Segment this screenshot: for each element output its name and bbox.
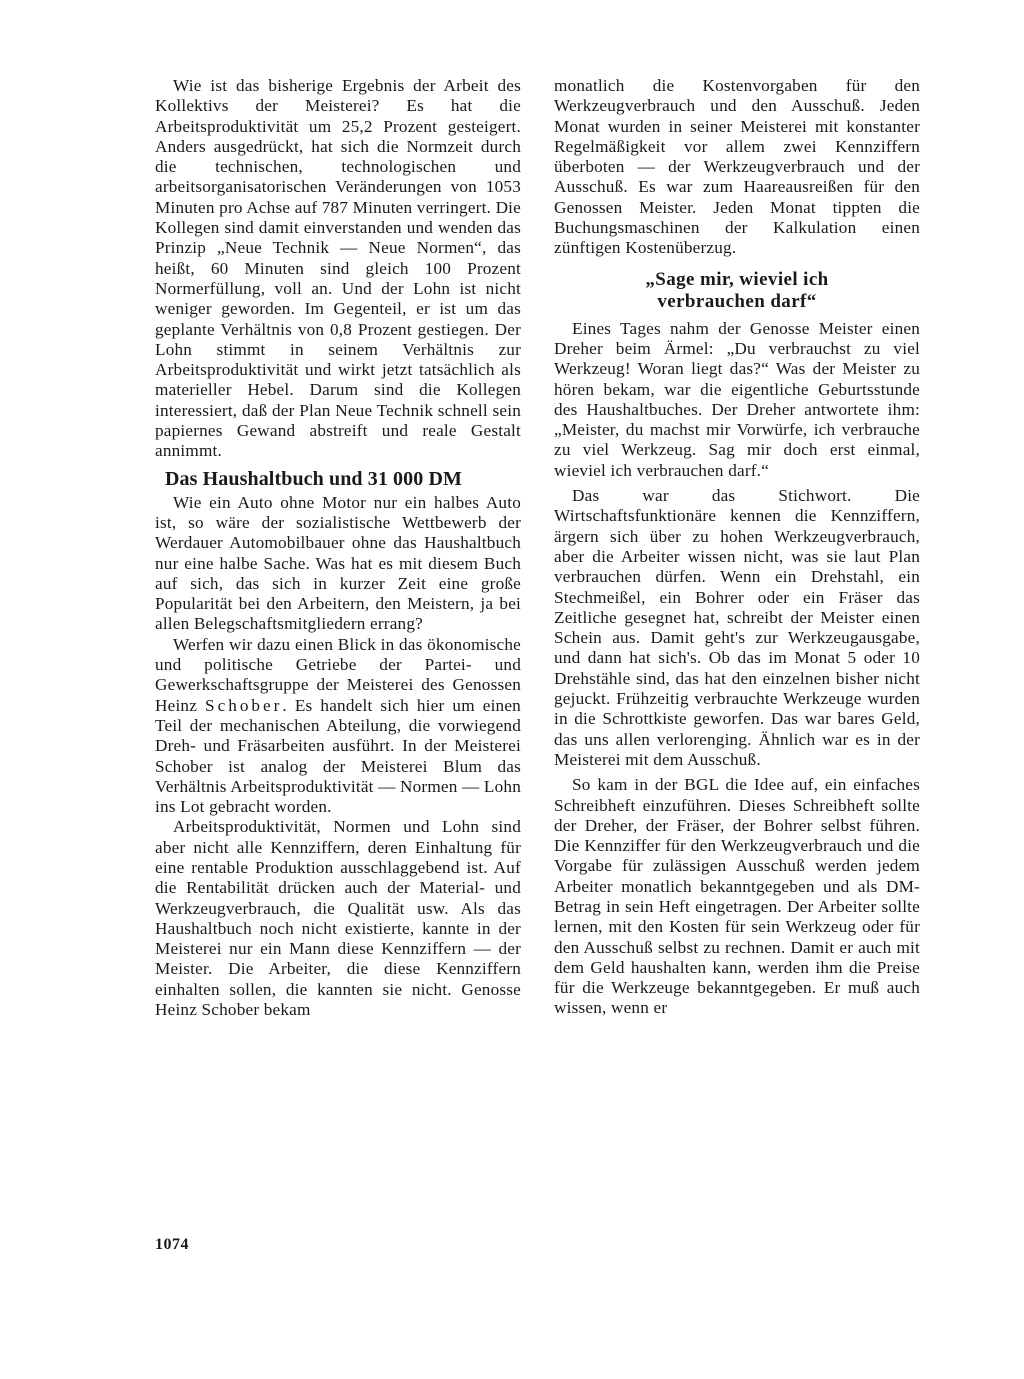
left-column	[155, 76, 521, 1020]
heading-line: „Sage mir, wieviel ich	[645, 268, 829, 290]
page-number: 1074	[155, 1236, 189, 1253]
right-column	[554, 76, 920, 1019]
spaced-name-schober: Schober	[205, 695, 283, 715]
paragraph-text: Werfen wir dazu einen Blick in das ökonomische und politische Getriebe der Partei- und Gewerkschaftsgruppe der Meisterei des Genossen Heinz	[155, 634, 521, 715]
section-heading-sage-mir	[554, 269, 920, 313]
paragraph-kostenvorgaben: monatlich die Kostenvorgaben für den Werkzeugverbrauch und den Ausschuß. Jeden Monat wurden in seiner Meisterei mit konstanter Regelmäßigkeit vor allem zwei Kennziffern überboten — der Werkzeugverbrauch und der Ausschuß. Es war zum Haareausreißen für den Genossen Meister. Jeden Monat tippten die Buchungsmaschinen der Kalkulation einen zünftigen Kostenüberzug.	[554, 76, 920, 258]
paragraph-dreher-aermel: Eines Tages nahm der Genosse Meister einen Dreher beim Ärmel: „Du verbrauchst zu viel Werkzeug! Woran liegt das?“ Was der Meister zu hören bekam, war die eigentliche Geburtsstunde des Haushaltbuches. Der Dreher antwortete ihm: „Meister, du machst mir Vorwürfe, ich verbrauche zu viel Werkzeug. Sag mir doch erst einmal, wieviel ich verbrauchen darf.“	[554, 318, 920, 480]
paragraph-auto-motor: Wie ein Auto ohne Motor nur ein halbes Auto ist, so wäre der sozialistische Wettbewerb der Werdauer Automobilbauer ohne das Haushaltbuch nur eine halbe Sache. Was hat es mit diesem Buch auf sich, das sich in kurzer Zeit eine große Popularität bei den Arbeitern, den Meistern, ja bei allen Belegschaftsmitgliedern errang?	[155, 492, 521, 634]
heading-line: verbrauchen darf“	[657, 290, 817, 312]
paragraph-schreibheft: So kam in der BGL die Idee auf, ein einfaches Schreibheft einzuführen. Dieses Schreibheft sollte der Dreher, der Fräser, der Bohrer selbst führen. Die Kennziffer für den Werkzeugverbrauch und die Vorgabe für zulässigen Ausschuß werden jedem Arbeiter monatlich bekanntgegeben und als DM-Betrag in sein Heft eingetragen. Der Arbeiter sollte lernen, mit den Kosten für sein Werkzeug oder für den Ausschuß selbst zu rechnen. Damit er auch mit dem Geld haushalten kann, werden ihm die Preise für die Werkzeuge bekanntgegeben. Er muß auch wissen, wenn er	[554, 775, 920, 1018]
section-heading-haushaltbuch: Das Haushaltbuch und 31 000 DM	[165, 467, 462, 490]
paragraph-kennziffern: Arbeitsproduktivität, Normen und Lohn sind aber nicht alle Kennziffern, deren Einhaltung für eine rentable Produktion ausschlaggebend ist. Auf die Rentabilität drücken auch der Material- und Werkzeugverbrauch, die Qualität usw. Als das Haushaltbuch noch nicht existierte, kannte in der Meisterei nur ein Mann diese Kennziffern — der Meister. Die Arbeiter, die diese Kennziffern einhalten sollen, die kannten sie nicht. Genosse Heinz Schober bekam	[155, 817, 521, 1020]
paragraph-results: Wie ist das bisherige Ergebnis der Arbeit des Kollektivs der Meisterei? Es hat die Arbeitsproduktivität um 25,2 Prozent gesteigert. Anders ausgedrückt, hat sich die Normzeit durch die technischen, technologischen und arbeitsorganisatorischen Veränderungen von 1053 Minuten pro Achse auf 787 Minuten verringert. Die Kollegen sind damit einverstanden und wenden das Prinzip „Neue Technik — Neue Normen“, das heißt, 60 Minuten sind gleich 100 Prozent Normerfüllung, voll an. Und der Lohn ist nicht weniger geworden. Im Gegenteil, er ist um das geplante Verhältnis von 0,8 Prozent gestiegen. Der Lohn stimmt in seinem Verhältnis zur Arbeitsproduktivität und wirkt jetzt tatsächlich als materieller Hebel. Darum sind die Kollegen interessiert, daß der Plan Neue Technik schnell sein papiernes Gewand abstreift und reale Gestalt annimmt.	[155, 76, 521, 461]
paragraph-text: . Es handelt sich hier um einen Teil der mechanischen Abteilung, die vorwiegend Dreh- und Fräsarbeiten ausführt. In der Meisterei Schober ist analog der Meisterei Blum das Verhältnis Arbeitsproduktivität — Normen — Lohn ins Lot gebracht worden.	[155, 695, 521, 817]
paragraph-meisterei-schober	[155, 635, 521, 818]
paragraph-stichwort: Das war das Stichwort. Die Wirtschaftsfunktionäre kennen die Kennziffern, ärgern sich über zu hohen Werkzeugverbrauch, aber die Arbeiter wissen nicht, was sie laut Plan verbrauchen dürfen. Wenn ein Drehstahl, ein Stechmeißel, ein Bohrer oder ein Fräser das Zeitliche gesegnet hat, schreibt der Meister einen Schein aus. Damit geht's zur Werkzeugausgabe, und dann hat sich's. Ob das im Monat 5 oder 10 Drehstähle sind, das hat den einzelnen bisher nicht gejuckt. Frühzeitig verbrauchte Werkzeuge wurden in die Schrottkiste geworfen. Das war bares Geld, das uns allen verlorenging. Ähnlich war es in der Meisterei mit dem Ausschuß.	[554, 486, 920, 769]
